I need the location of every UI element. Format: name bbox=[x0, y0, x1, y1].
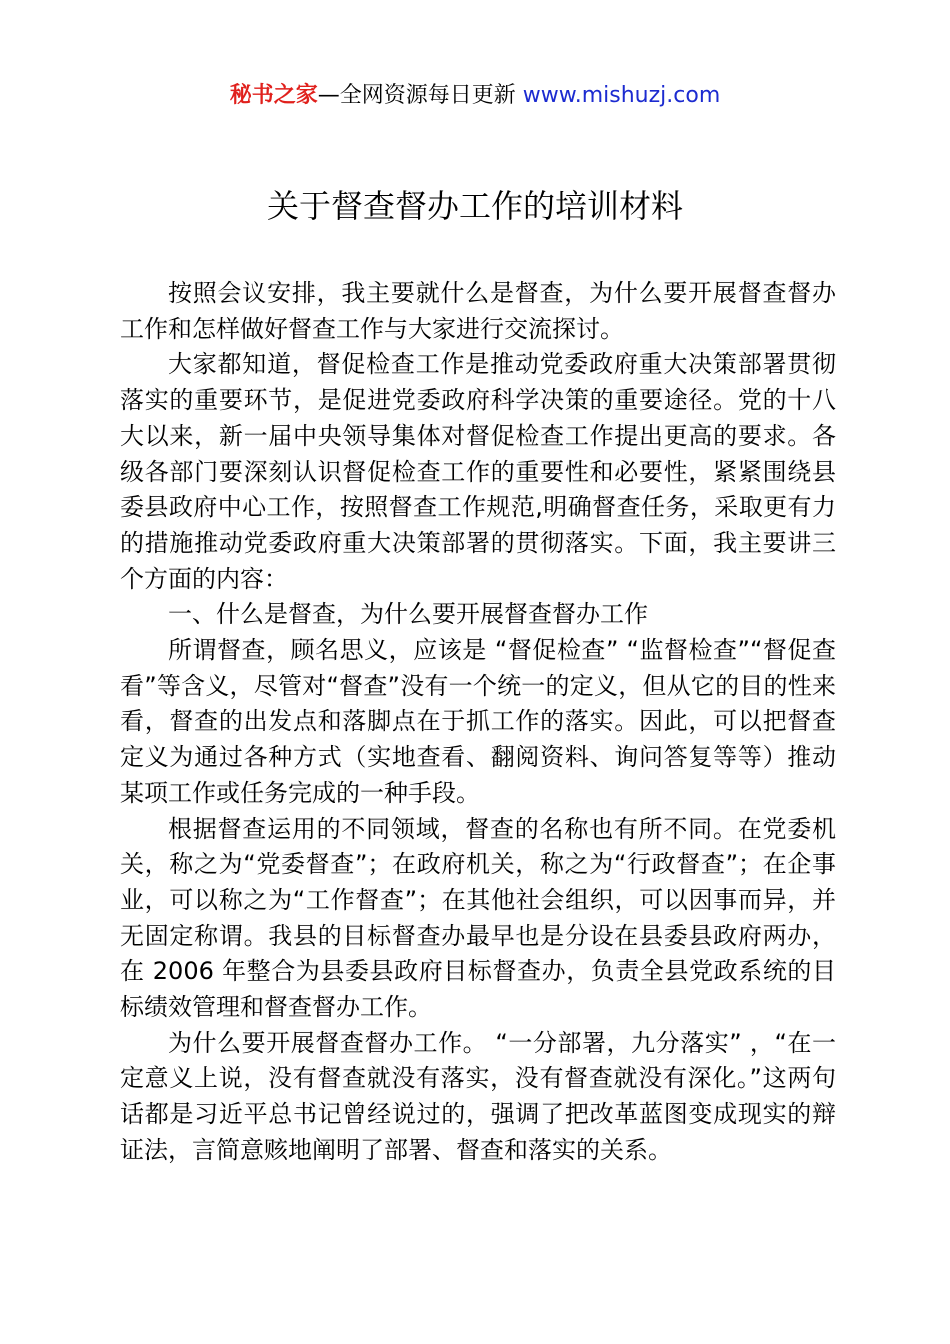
page-header bbox=[0, 80, 950, 112]
document-title: 关于督查督办工作的培训材料 bbox=[266, 187, 683, 225]
document-body bbox=[120, 276, 836, 1169]
paragraph-background: 大家都知道，督促检查工作是推动党委政府重大决策部署贯彻落实的重要环节，是促进党委政府科学决策的重要途径。党的十八大以来，新一届中央领导集体对督促检查工作提出更高的要求。各级各部门要深刻认识督促检查工作的重要性和必要性，紧紧围绕县委县政府中心工作，按照督查工作规范,明确督查任务，采取更有力的措施推动党委政府重大决策部署的贯彻落实。下面，我主要讲三个方面的内容： bbox=[120, 350, 836, 593]
section-heading-1: 一、什么是督查，为什么要开展督查督办工作 bbox=[168, 600, 648, 629]
paragraph-purpose: 为什么要开展督查督办工作。 “一分部署，九分落实” ，“在一定意义上说，没有督查就没有落实，没有督查就没有深化。”这两句话都是习近平总书记曾经说过的，强调了把改革蓝图变成现实的辩证法，言简意赅地阐明了部署、督查和落实的关系。 bbox=[120, 1028, 836, 1164]
header-tagline: —全网资源每日更新 bbox=[317, 83, 523, 108]
paragraph-intro: 按照会议安排，我主要就什么是督查，为什么要开展督查督办工作和怎样做好督查工作与大家进行交流探讨。 bbox=[120, 279, 836, 343]
paragraph-naming: 根据督查运用的不同领域，督查的名称也有所不同。在党委机关，称之为“党委督查”；在政府机关，称之为“行政督查”；在企事业，可以称之为“工作督查”；在其他社会组织，可以因事而异，并无固定称谓。我县的目标督查办最早也是分设在县委县政府两办，在 2006 年整合为县委县政府目标督查办，负责全县党政系统的目标绩效管理和督查督办工作。 bbox=[120, 814, 836, 1022]
brand-name: 秘书之家 bbox=[229, 83, 318, 108]
paragraph-definition: 所谓督查，顾名思义，应该是 “督促检查” “监督检查”“督促查看”等含义，尽管对“督查”没有一个统一的定义，但从它的目的性来看，督查的出发点和落脚点在于抓工作的落实。因此，可以把督查定义为通过各种方式（实地查看、翻阅资料、询问答复等等）推动某项工作或任务完成的一种手段。 bbox=[120, 636, 836, 807]
website-link[interactable]: www.mishuzj.com bbox=[522, 83, 721, 108]
